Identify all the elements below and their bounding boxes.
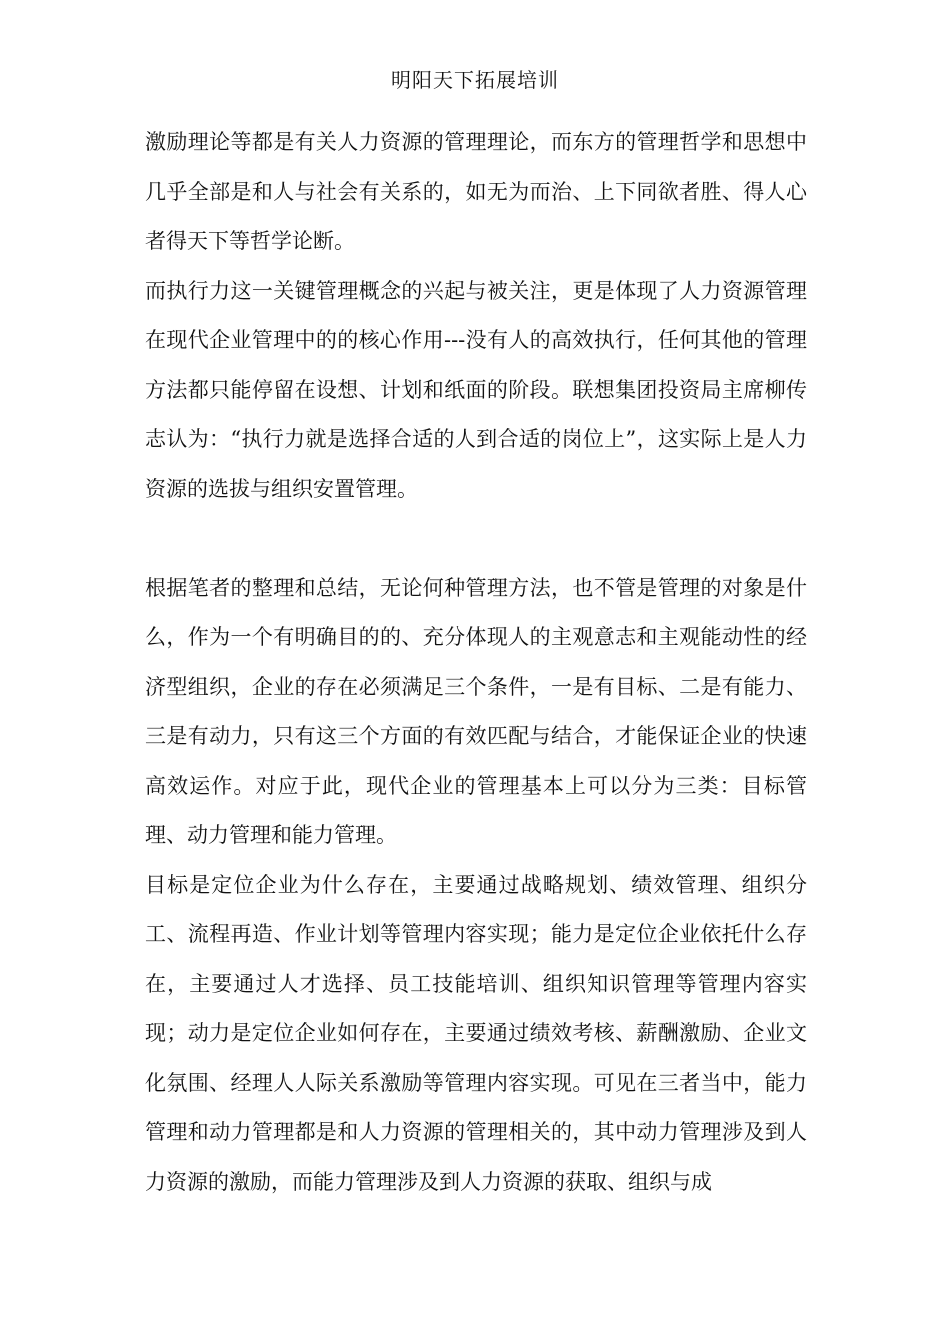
- paragraph-1: 激励理论等都是有关人力资源的管理理论，而东方的管理哲学和思想中几乎全部是和人与社会有关系的，如无为而治、上下同欲者胜、得人心者得天下等哲学论断。: [145, 130, 807, 253]
- paragraph-3: 根据笔者的整理和总结，无论何种管理方法，也不管是管理的对象是什么，作为一个有明确目的的、充分体现人的主观意志和主观能动性的经济型组织，企业的存在必须满足三个条件，一是有目标、二是有能力、三是有动力，只有这三个方面的有效匹配与结合，才能保证企业的快速高效运作。对应于此，现代企业的管理基本上可以分为三类：目标管理、动力管理和能力管理。: [145, 575, 807, 847]
- paragraph-4: 目标是定位企业为什么存在，主要通过战略规划、绩效管理、组织分工、流程再造、作业计划等管理内容实现；能力是定位企业依托什么存在，主要通过人才选择、员工技能培训、组织知识管理等管理内容实现；动力是定位企业如何存在，主要通过绩效考核、薪酬激励、企业文化氛围、经理人人际关系激励等管理内容实现。可见在三者当中，能力管理和动力管理都是和人力资源的管理相关的，其中动力管理涉及到人力资源的激励，而能力管理涉及到人力资源的获取、组织与成: [145, 872, 807, 1194]
- page-header-title: 明阳天下拓展培训: [391, 68, 559, 92]
- paragraph-2: 而执行力这一关键管理概念的兴起与被关注，更是体现了人力资源管理在现代企业管理中的的核心作用---没有人的高效执行，任何其他的管理方法都只能停留在设想、计划和纸面的阶段。联想集团投资局主席柳传志认为：“执行力就是选择合适的人到合适的岗位上”，这实际上是人力资源的选拔与组织安置管理。: [145, 278, 807, 501]
- document-body: [145, 118, 807, 1207]
